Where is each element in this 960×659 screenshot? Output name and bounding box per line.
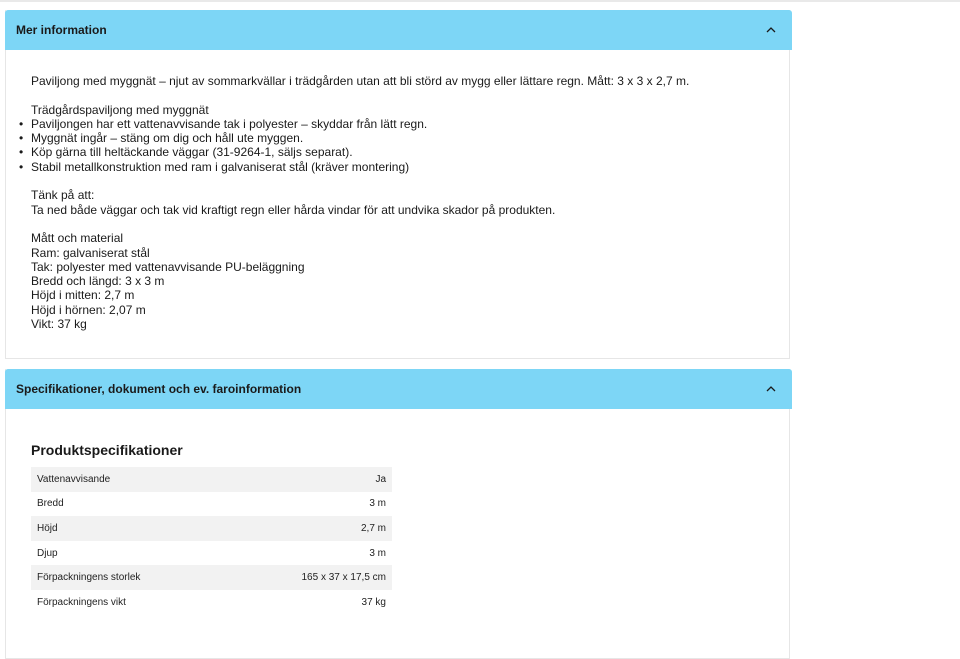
table-row bbox=[31, 516, 392, 541]
spec-value: 37 kg bbox=[361, 596, 386, 608]
table-row bbox=[31, 541, 392, 566]
product-specs-heading: Produktspecifikationer bbox=[31, 442, 183, 458]
spec-label: Bredd bbox=[37, 498, 64, 510]
spec-value: 3 m bbox=[369, 547, 386, 559]
more-info-panel bbox=[5, 10, 790, 359]
spec-label: Djup bbox=[37, 547, 58, 559]
spec-value: Ja bbox=[228, 467, 392, 492]
spec-label: Vattenavvisande bbox=[31, 467, 228, 492]
feature-list bbox=[31, 117, 789, 174]
material-line: Vikt: 37 kg bbox=[31, 317, 87, 332]
list-item: • Köp gärna till heltäckande väggar (31-9264-1, säljs separat). bbox=[31, 145, 789, 159]
specifications-panel bbox=[5, 369, 790, 659]
spec-value: 3 m bbox=[369, 498, 386, 510]
material-line: Höjd i mitten: 2,7 m bbox=[31, 288, 135, 303]
list-item: • Paviljongen har ett vattenavvisande tak i polyester – skyddar från lätt regn. bbox=[31, 117, 789, 131]
note-heading: Tänk på att: bbox=[31, 188, 95, 203]
top-divider bbox=[0, 0, 960, 2]
chevron-up-icon[interactable] bbox=[762, 21, 780, 39]
spec-label: Förpackningens vikt bbox=[37, 596, 126, 608]
list-item: • Myggnät ingår – stäng om dig och håll ute myggen. bbox=[31, 131, 789, 145]
material-heading: Mått och material bbox=[31, 231, 124, 246]
table-row bbox=[31, 590, 392, 615]
product-subtitle: Trädgårdspaviljong med myggnät bbox=[31, 102, 209, 117]
material-line: Tak: polyester med vattenavvisande PU-beläggning bbox=[31, 259, 305, 274]
specifications-content bbox=[6, 409, 789, 615]
more-info-title: Mer information bbox=[16, 23, 107, 37]
intro-text: Paviljong med myggnät – njut av sommarkvällar i trädgården utan att bli störd av mygg eller lättare regn. Mått: 3 x 3 x 2,7 m. bbox=[31, 74, 690, 88]
chevron-up-icon[interactable] bbox=[762, 380, 780, 398]
table-row bbox=[31, 467, 392, 492]
note-text: Ta ned både väggar och tak vid kraftigt regn eller hårda vindar för att undvika skador på produkten. bbox=[31, 202, 556, 217]
material-line: Höjd i hörnen: 2,07 m bbox=[31, 302, 146, 317]
material-line: Bredd och längd: 3 x 3 m bbox=[31, 274, 165, 289]
spec-value: 2,7 m bbox=[228, 516, 392, 541]
spec-value: 165 x 37 x 17,5 cm bbox=[228, 565, 392, 590]
table-row bbox=[31, 565, 392, 590]
material-line: Ram: galvaniserat stål bbox=[31, 245, 150, 260]
table-row bbox=[31, 492, 392, 517]
specifications-header[interactable] bbox=[5, 369, 792, 409]
list-item: • Stabil metallkonstruktion med ram i galvaniserat stål (kräver montering) bbox=[31, 160, 789, 174]
specifications-title: Specifikationer, dokument och ev. faroinformation bbox=[16, 382, 302, 396]
more-info-content bbox=[6, 50, 789, 331]
more-info-header[interactable] bbox=[5, 10, 792, 50]
spec-label: Förpackningens storlek bbox=[31, 565, 228, 590]
specs-table bbox=[31, 467, 392, 615]
spec-label: Höjd bbox=[31, 516, 228, 541]
